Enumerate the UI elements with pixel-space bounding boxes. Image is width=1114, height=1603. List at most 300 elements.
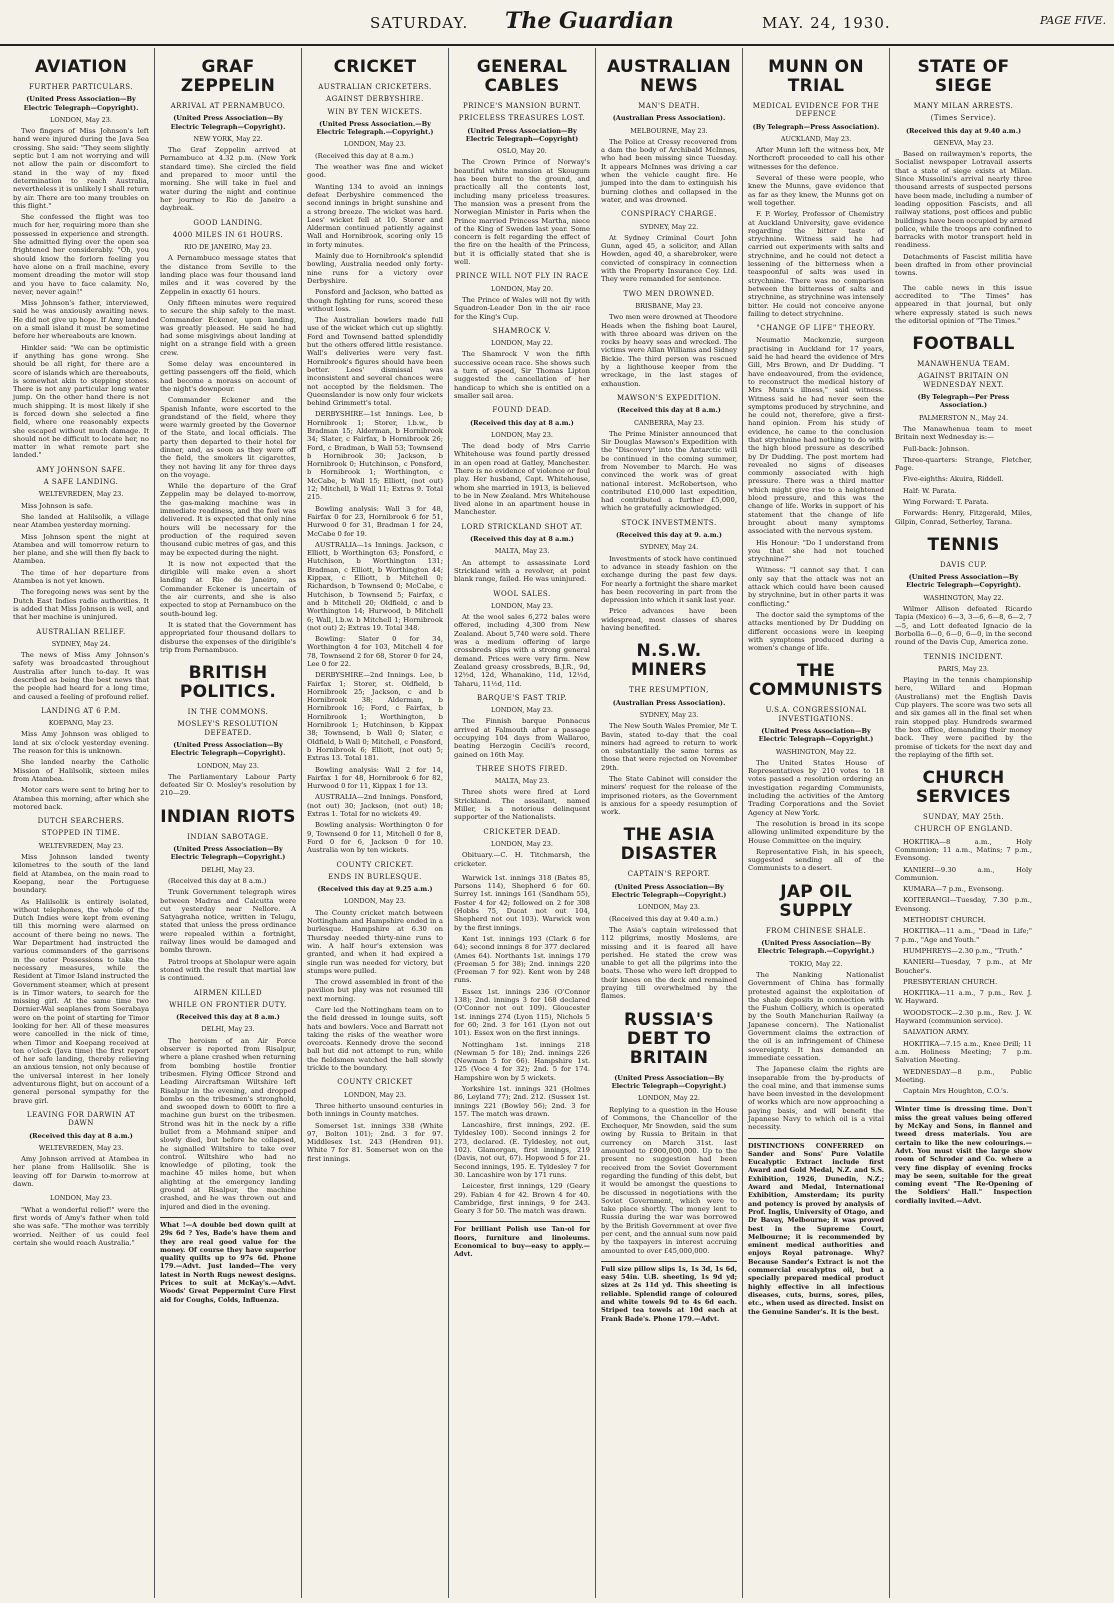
column-5: [596, 48, 743, 1598]
article: [895, 58, 1032, 278]
article-subheading: ENDS IN BURLESQUE.: [328, 872, 422, 881]
article-dateline: BRISBANE, May 23.: [635, 301, 703, 310]
article-paragraph: Based on railwaymen's reports, the Socialist newspaper Lotravail asserts that a state of siege exists at Milan. Since Mussolini's arrival nearly three thousand arrests of suspected persons have been made, including a number of leading opposition Fascists, and all railway stations, post offices and public buildings have been occupied by armed police, while the troops are confined to barracks with motor transport held in readiness.: [895, 150, 1032, 250]
article-paragraph: Yorkshire 1st. innings 321 (Holmes 86, Leyland 77); 2nd. 212. (Sussex 1st. innings 221 (Bowley 56); 2nd. 3 for 157. The match was drawn.: [454, 1084, 590, 1118]
article-dateline: WELTEVREDEN, May 23.: [38, 490, 124, 499]
article-paragraph: Bowling analysis: Wall 3 for 48, Fairfax 0 for 23, Hornibrook 6 for 51, Hurwood 0 for 31, Bradman 1 for 24, McCabe 0 for 19.: [307, 504, 443, 538]
article-dateline: CANBERRA, May 23.: [633, 418, 705, 427]
article-subheading: PRICELESS TREASURES LOST.: [458, 114, 586, 123]
column-6: [743, 48, 890, 1598]
article-credit: (Australian Press Association).: [612, 114, 726, 123]
advertisement: What !—A double bed down quilt at 29s 6d ? Yes, Bade's have them and they are real good value for the money. Of course they have superior quality quilts up to 97s 6d. Phone 179.—Advt. Just landed—The very latest in North Rugs newest designs. Prices to suit at McKay's.—Advt. Woods' Great Peppermint Cure First aid for Coughs, Colds, Influenza.: [160, 1217, 296, 1304]
article-paragraph: At Sydney Criminal Court John Gunn, aged 45, a solicitor, and Allan Howden, aged 40, a sharebroker, were convicted of conspiracy in connection with the Property Insurance Coy. Ltd. They were remanded for sentence.: [601, 233, 737, 284]
article-paragraph: Lancashire, first innings, 292. (E. Tyldesley 100). Second innings 2 for 273, declared. (E. Tyldesley, not out, 102). Glamorgan, first innings, 219 (Davis, not out, 67). Hopwood 5 for 21. Second innings, 195. E. Tyldesley 7 for 30. Lancashire won by 171 runs.: [454, 1121, 590, 1179]
article-dateline: SYDNEY, May 23.: [639, 710, 699, 719]
article: [601, 826, 737, 1000]
article-paragraph: Representative Fish, in his speech, suggested sending all of the Communists to a desert.: [748, 847, 884, 873]
article-paragraph: Essex 1st. innings 236 (O'Connor 138); 2nd. innings 3 for 168 declared (O'Connor not out 109). Gloucester 1st. innings 274 (Lyon 115), Nichols 5 for 60; 2nd. 3 for 161 (Lyon not out 101). Essex won on the first innings.: [454, 987, 590, 1038]
article-subheading: SUNDAY, MAY 25th.: [922, 813, 1005, 822]
article-paragraph: Playing in the tennis championship here, Willard and Hopman (Australians) met the English Davis Cup players. The score was two sets all and six games all in the final set when rain stopped play. Hundreds swarmed the box office, demanding their money back. They were pacified by the promise of tickets for the next day and the replaying of the fifth set.: [895, 676, 1032, 759]
article: [160, 58, 296, 213]
article-headline: N.S.W. MINERS: [630, 641, 708, 681]
article-paragraph: Bowling analysis: Wall 2 for 14, Fairfax 1 for 48, Hornibrook 6 for 82, Hurwood 0 for 11, Kippax 1 for 13.: [307, 765, 443, 791]
article-paragraph: HOKITIKA—7.15 a.m., Knee Drill; 11 a.m. Holiness Meeting; 7 p.m. Salvation Meeting.: [895, 1039, 1032, 1065]
article-paragraph: Detachments of Fascist militia have been drafted in from other provincial towns.: [895, 252, 1032, 278]
article-dateline: PALMERSTON N., May 24.: [918, 413, 1009, 422]
article-paragraph: The foregoing news was sent by the Dutch East Indies radio authorities. It is added that Miss Johnson is well, and that her machine is uninjured.: [13, 588, 149, 622]
column-3: [302, 48, 449, 1598]
newspaper-columns: [8, 48, 1108, 1598]
column-2: [155, 48, 302, 1598]
article-paragraph: Miss Johnson's father, interviewed, said he was anxiously awaiting news. He did not give up hope. If Amy landed on a small island it must be sometime before her whereabouts are known.: [13, 299, 149, 341]
article-subheading: TENNIS INCIDENT.: [923, 652, 1004, 661]
article-headline: BRITISH POLITICS.: [179, 663, 277, 703]
article-paragraph: The dead body of Mrs Carrie Whitehouse was found partly dressed in an open road at Gatley, Manchester. There is no evidence of violence or foul play. Her husband, Capt. Whitehouse, whom she married in 1913, is believed to be in New Zealand. Mrs Whitehouse lived alone in an apartment house in Manchester.: [454, 442, 590, 517]
article: [454, 406, 590, 517]
article-dateline: DELHI, May 23.: [201, 1025, 255, 1034]
article-paragraph: HOKITIKA—11 a.m., "Dead in Life;" 7 p.m., "Age and Youth.": [895, 927, 1032, 944]
article-dateline: MALTA, May 23.: [494, 777, 550, 786]
article-credit: (United Press Association—By Electric Telegraph—Copyright).: [23, 95, 139, 112]
article-paragraph: Warwick 1st. innings 318 (Bates 85, Parsons 114), Shepherd 6 for 60. Surrey 1st. innings 161 (Sandham 55), Foster 4 for 42; followed on 2 for 308 (Hobbs 75, Ducat not out 104, Shepherd not out 103). Warwick won by the first innings.: [454, 873, 590, 932]
article-paragraph: The United States House of Representatives by 210 votes to 18 votes passed a resolution ordering an investigation regarding Communists, including the activities of the Amtorg Trading Corporations and the Soviet Agency at New York.: [748, 758, 884, 817]
article-credit: (Received this day at 8 a.m.): [176, 1013, 280, 1022]
article-paragraph: Two men were drowned at Theodore Heads when the fishing boat Laurel, with three aboard was driven on the rocks by heavy seas and wrecked. The victims were Allan Williams and Sidney Bickie. The third person was rescued by a lighthouse keeper from the wreckage, in the last stages of exhaustion.: [601, 313, 738, 388]
article-paragraph: The Nanking Nationalist Government of China has formally protested against the exploitation of the shale deposits in connection with the Fushun Colliery, which is operated by the South Manchurian Railway (a Japanese concern). The Nationalist Government claims the extraction of the oil is an infringement of Chinese sovereignty. It has demanded an immediate cessation.: [748, 970, 884, 1062]
article-subheading: FOUND DEAD.: [492, 406, 552, 415]
article-dateline: LONDON, May 23.: [344, 897, 406, 906]
article-dateline: MALTA, May 23.: [494, 547, 550, 556]
article-paragraph: Wing Forward: T. Parata.: [903, 497, 989, 506]
article-paragraph: Kent 1st. innings 193 (Clark 6 for 64); second innings 8 for 377 declared (Ames 64). Northants 1st. innings 179 (Freeman 5 for 38); 2nd. innings 220 (Freeman 7 for 92). Kent won by 248 runs.: [454, 934, 590, 985]
article-paragraph: The Parliamentary Labour Party defeated Sir O. Mosley's resolution by 210—29.: [160, 772, 296, 798]
article-paragraph: Three shots were fired at Lord Strickland. The assailant, named Miller, is a notorious delinquent supporter of the Nationalists.: [454, 788, 590, 822]
article: [13, 1194, 149, 1247]
article-headline: AVIATION: [34, 57, 128, 77]
article-subheading: AMY JOHNSON SAFE.: [36, 465, 126, 474]
article-paragraph: F. P. Worley, Professor of Chemistry at Auckland University, gave evidence regarding the bitter taste of strychnine. Witness said he had carried out experiments with salts and strychnine, and he could not detect a lessening of the bitterness when a teaspoonful of salts was used in strychnine. There was no comparison between the bitterness of salts and strychnine, as strychnine was intensely bitter. He could not conceive anyone failing to detect strychnine.: [748, 210, 884, 318]
article-paragraph: It is now not expected that the dirigible will make even a short landing at Rio de Janeiro, as Commander Eckener is uncertain of the air currents, and she is also expected to stop at Pernambuco on the south-bound leg.: [160, 559, 296, 618]
article-dateline: MELBOURNE, May 23.: [630, 126, 708, 135]
article-credit: (United Press Association—By Electric Telegraph—Copyright).: [170, 114, 286, 131]
article: [13, 817, 149, 1105]
article-paragraph: AUSTRALIA—1s Innings. Jackson, c Elliott, b Worthington 63; Ponsford, c Hutchison, b Worthington 131; Bradman, c Elliott, b Worthington 44; Kippax, c Elliott, b Mitchell 0; Richardson, b Townsend 0; McCabe, c Hutchison, b Townsend 5; Fairfax, c and b Mitchell 20; Oldfield, c and b Worthington 14; Hurwood, b Mitchell 6; Wall, l.b.w. b Mitchell 1; Hornibrook (not out) 2; Extras 19. Total 348.: [307, 540, 443, 632]
article-subheading: "CHANGE OF LIFE" THEORY.: [756, 324, 876, 333]
article-subheading: STOCK INVESTMENTS.: [621, 518, 717, 527]
article-subheading: GOOD LANDING.: [193, 218, 263, 227]
article: [748, 324, 884, 652]
article-subheading: WOOL SALES.: [493, 589, 551, 598]
article: [13, 707, 149, 811]
article-paragraph: The time of her departure from Atambea is not yet known.: [13, 568, 149, 586]
article-credit: (United Press Association—By Electric Telegraph—Copyright.): [758, 727, 874, 744]
article-paragraph: Five-eighths: Akuira, Riddell.: [903, 475, 1004, 484]
article-paragraph: WOODSTOCK—2.30 p.m., Rev. J. W. Hayward (communion service).: [895, 1008, 1032, 1026]
article-paragraph: Somerset 1st. innings 338 (White 97, Bolton 101); 2nd. 3 for 97. Middlesex 1st. 243 (Hendren 91). White 7 for 81. Somerset won on the first innings.: [307, 1121, 443, 1163]
article-paragraph: Leicester, first innings, 129 (Geary 29). Fabian 4 for 42. Brown 4 for 40. Cambridge, first innings, 9 for 243. Geary 3 for 50. The match was drawn.: [454, 1182, 590, 1216]
article-paragraph: Half: W. Parata.: [903, 486, 957, 495]
advertisement: For brilliant Polish use Tan-ol for floors, furniture and linoleums. Economical to buy—easy to apply.—Advt.: [454, 1221, 590, 1258]
article-paragraph: The doctor said the symptoms of the attacks mentioned by Dr Dudding on different occasions were in keeping with symptoms produced during a women's change of life.: [748, 610, 884, 653]
article-credit: (Received this day at 9.40 a.m.): [905, 126, 1022, 135]
article-paragraph: Wilmer Allison defeated Ricardo Tapia (Mexico) 6—3, 3—6, 6—8, 6—2, 7—5, and Lott defeated Ignacio de la Borbolla 6—0, 6—0, 6—0, in the second round of the Davis Cup, America zone.: [895, 605, 1032, 647]
article-credit: (By Telegraph—Press Association).: [752, 122, 880, 131]
article-dateline: DELHI, May 23.: [201, 865, 255, 874]
article-credit: (United Press Association—By Electric Telegraph—Copyright).: [170, 741, 286, 758]
article: [895, 536, 1032, 647]
article-paragraph: It is stated that the Government has appropriated four thousand dollars to disburse the expenses of the dirigible's trip from Pernambuco.: [160, 620, 296, 654]
advertisement: Full size pillow slips 1s, 1s 3d, 1s 6d, easy 54in. U.B. sheeting, 1s 9d yd; sizes at 2s 11d yd. This sheeting is reliable. Splendid range of coloured and white towels 9d to 4s 6d each. Striped tea towels at 10d each at Frank Bade's. Phone 179.—Advt.: [601, 1261, 737, 1323]
article-credit: (United Press Association—By Electric Telegraph—Copyright.): [170, 845, 286, 862]
article-headline: THE ASIA DISASTER: [620, 825, 718, 865]
article-subheading: MAWSON'S EXPEDITION.: [616, 393, 722, 402]
article-subheading: LEAVING FOR DARWIN AT DAWN: [26, 1110, 136, 1128]
article-dateline: LONDON, May 20.: [491, 284, 553, 293]
article-paragraph: She confessed the flight was too much for her, requiring more than she possessed in experience and strength. She admitted flying over the open sea frightened her considerably. "Oh, you should know the forlorn feeling you have alone on a frail machine, every moment dreading the motor will stop and you have to face calamity. No, never, never again!": [13, 213, 149, 296]
article-dateline: WELTEVREDEN, May 23.: [38, 841, 124, 850]
column-7: [890, 48, 1037, 1598]
article-credit: (United Press Association—By Electric Telegraph—Copyright): [465, 126, 579, 143]
article-dateline: LONDON, May 23.: [197, 761, 259, 770]
article: [601, 1011, 737, 1255]
article-dateline: WASHINGTON, May 22.: [923, 593, 1004, 602]
article-paragraph: KANIERI—9.30 a.m., Holy Communion.: [895, 865, 1032, 882]
article-credit: (By Telegraph—Per Press Association.): [917, 393, 1010, 410]
article-headline: THE COMMUNISTS: [748, 661, 884, 701]
article-headline: GENERAL CABLES: [476, 57, 568, 96]
article-credit: (United Press Association—By Electric Telegraph—Copyright.): [611, 1073, 727, 1090]
article-subheading: (Times Service).: [930, 114, 997, 123]
article-paragraph: The weather was fine and wicket good.: [307, 163, 443, 180]
article-dateline: LONDON, May 23.: [491, 430, 553, 439]
article-headline: INDIAN RIOTS: [160, 806, 296, 827]
article-subheading: AGAINST BRITAIN ON WEDNESDAY NEXT.: [918, 372, 1009, 389]
article-paragraph: The Prince of Wales will not fly with Squadron-Leader Don in the air race for the King's Cup.: [454, 295, 590, 321]
article-paragraph: The Asia's captain wirelessed that 112 pilgrims, mostly Moslems, are missing and it is feared all have perished. He stated the crew was unable to get all the pilgrims into the boats. Those who were left dropped to their knees on the deck and remained praying till overwhelmed by the flames.: [601, 925, 737, 1001]
article-dateline: LONDON, May 23.: [638, 903, 700, 912]
article-dateline: LONDON, May 23.: [50, 1194, 112, 1203]
article-subheading: THE RESUMPTION,: [629, 686, 709, 695]
article-headline: TENNIS: [927, 534, 1000, 555]
article-paragraph: SALVATION ARMY.: [903, 1028, 969, 1037]
article-paragraph: An attempt to assassinate Lord Strickland with a revolver, at point blank range, failed. He was uninjured.: [454, 558, 590, 584]
article-paragraph: The State Cabinet will consider the miners' request for the release of the imprisoned rioters, as the Government is anxious for a speedy resumption of work.: [601, 775, 737, 817]
column-4: [449, 48, 596, 1598]
article-subheading: DAVIS CUP.: [940, 560, 987, 569]
article-dateline: WASHINGTON, May 22.: [775, 747, 857, 756]
article-paragraph: The heroism of an Air Force observer is reported from Risalpur, where a plane crashed when returning from bombing hostile frontier tribesmen. Flying Officer Strond and Leading Aircraftsman Wiltshire left Risalpur in the evening, and dropped bombs on the tribesmen's stronghold, and swooped down to 600ft to fire a machine gun burst on the tribesmen. Strond was hit in the neck by a rifle bullet from a Mohmand sniper and slowly died, but before he collapsed, he signalled Wiltshire to take over control. Wiltshire who had no knowledge of piloting, took the machine 45 miles home, but when alighting at the emergency landing ground at Risalpur, the machine crashed, and he was thrown out and injured and died in the evening.: [160, 1036, 296, 1211]
article-paragraph: Trunk Government telegraph wires between Madras and Calcutta were cut yesterday near Nellore. A Satyagraha notice, written in Telugu, stated that unless the press ordinance were repealed within a fortnight, railway lines would be damaged and bombs thrown.: [160, 888, 296, 955]
article-paragraph: His Honour: "Do I understand from you that she had not touched strychnine?": [748, 538, 884, 564]
article-subheading: CRICKETER DEAD.: [483, 827, 561, 836]
article-paragraph: Bowling analysis: Worthington 0 for 9, Townsend 0 for 11, Mitchell 0 for 8, Ford 0 for 6, Jackson 0 for 10. Australia won by ten wickets.: [307, 821, 443, 855]
article-headline: STATE OF SIEGE: [917, 57, 1010, 96]
article: [454, 523, 590, 584]
article-subheading: PRINCE WILL NOT FLY IN RACE: [455, 272, 589, 281]
masthead-paper-title: The Guardian: [505, 8, 674, 34]
article-paragraph: AUSTRALIA—2nd Innings. Ponsford, (not out) 30; Jackson, (not out) 18; Extras 1. Total for no wickets 49.: [307, 793, 443, 819]
article-subheading: MANY MILAN ARRESTS.: [913, 102, 1014, 110]
article-subheading: DUTCH SEARCHERS.: [37, 817, 125, 826]
article: [307, 861, 443, 1073]
article: [601, 519, 737, 633]
article: [895, 653, 1032, 760]
article-subheading: TWO MEN DROWNED.: [623, 289, 715, 298]
article-dateline: SYDNEY, May 24.: [51, 639, 111, 648]
article-paragraph: Witness: "I cannot say that. I can only say that the attack was not an attack which could have been caused by strychnine, but in other parts it was conflicting.": [748, 566, 884, 608]
article-paragraph: Mainly due to Hornibrook's splendid bowling, Australia needed only forty-nine runs for a victory over Derbyshire.: [307, 252, 443, 285]
article-dateline: LONDON, May 23.: [344, 140, 406, 149]
article-subheading: WHILE ON FRONTIER DUTY.: [169, 1000, 287, 1009]
article-subheading: ARRIVAL AT PERNAMBUCO.: [170, 102, 286, 110]
article-subheading: LANDING AT 6 P.M.: [41, 706, 121, 715]
article-dateline: LONDON, May 22.: [638, 1094, 700, 1103]
article-paragraph: The Finnish barque Ponnacus arrived at Falmouth after a passage occupying 104 days from Wallaroo, beating Herzogin Cecili's record, gained on 16th May.: [454, 717, 590, 759]
article-headline: JAP OIL SUPPLY: [779, 881, 853, 921]
article-paragraph: The Prime Minister announced that Sir Douglas Mawson's Expedition with the "Discovery" into the Antarctic will be continued in the coming summer, from November to March. He was convinced the work was of great national interest. McRobertson, who contributed £10,000 last expedition, had contributed a further £5,000, which he gratefully acknowledged.: [601, 429, 737, 513]
article-paragraph: WEDNESDAY—8 p.m., Public Meeting.: [895, 1067, 1032, 1084]
article-paragraph: A Pernambuco message states that the distance from Seville to the landing place was four thousand land miles and it was covered by the Zeppelin in exactly 61 hours.: [160, 254, 296, 296]
article-paragraph: Two fingers of Miss Johnson's left hand were injured during the Java Sea crossing. She said: "They seem slightly septic but I am not worrying and will not allow the pain or discomfort to stand in the way of my fixed determination to reach Australia, nevertheless it is unlikely I shall return by air. There are too many troubles on this flight.": [13, 127, 149, 210]
article-subheading: MEDICAL EVIDENCE FOR THE DEFENCE: [752, 102, 880, 119]
article-dateline: LONDON, May 23.: [344, 1090, 406, 1099]
article-paragraph: While the departure of the Graf Zeppelin may be delayed to-morrow, the gas-making machine was in immediate readiness, and the fuel was delivered. It is expected that only nine hours will be necessary for the production of the required seven thousand cubic metres of gas, and this may be expected during the night.: [160, 482, 296, 557]
article-paragraph: Price advances have been widespread, most classes of shares having benefited.: [601, 607, 737, 633]
article-paragraph: DERBYSHIRE—1st Innings. Lee, b Hornibrook 1; Storer, l.b.w., b Bradman 15; Alderman, b Hornibrook 34; Slater, c Fairfax, b Hornibrook 26; Ford, c Bradman, b Wall 53; Townsend b Hornibrook 30; Jackson, b Hornibrook 0; Hutchinson, c Ponsford, b Hornibrook 1; Worthington, c McCabe, b Wall 15; Elliott, (not out) 12; Mitchell, b Wall 11; Extras 9. Total 215.: [307, 410, 443, 502]
article-paragraph: Three-quarters: Strange, Fletcher, Page.: [895, 455, 1032, 473]
article-dateline: TOKIO, May 22.: [789, 959, 843, 968]
article-paragraph: Investments of stock have continued to advance in steady fashion on the exchange during the past few days. For nearly a fortnight the share market has been recovering in part from the depression into which it sank last year.: [601, 554, 737, 605]
article-subheading: LORD STRICKLAND SHOT AT.: [461, 522, 583, 531]
article: [160, 989, 296, 1211]
article-paragraph: Miss Johnson landed twenty kilometres to the south of the land field at Atambea, on the main road to Koepang, near the Portuguese boundary.: [13, 853, 149, 895]
article-paragraph: Carr led the Nottingham team on to the field dressed in lounge suits, soft hats and bowlers. Voce and Barratt not taking the risks of the weather wore overcoats. Kennedy drove the second ball but did not attempt to run, while the fieldsmen watched the ball slowly trickle to the boundary.: [307, 1005, 443, 1073]
article-subheading: AUSTRALIAN RELIEF.: [36, 627, 126, 636]
article-paragraph: The Shamrock V won the fifth successive ocean race. She shows such a turn of speed, Sir Thomas Lipton suggested the cancellation of her handicap to which she is entitled on a smaller sail area.: [454, 350, 590, 400]
article-subheading: U.S.A. CONGRESSIONAL INVESTIGATIONS.: [765, 706, 867, 723]
article-subheading: MANAWHENUA TEAM.: [917, 360, 1010, 369]
article-subheading: SHAMROCK V.: [492, 326, 552, 335]
article: [601, 642, 737, 816]
article-subheading: AGAINST DERBYSHIRE.: [326, 95, 424, 104]
article-paragraph: At the wool sales 6,272 bales were offered, including 4,300 from New Zealand. About 5,740 were sold. There was a medium offering of large crossbreds slips with a strong general demand. Prices were very firm. New Zealand greasy crossbreds, B.J.R., 9d, 12½d, 12d, Whanakino, 11d, 12½d, Taharu, 11½d, 11d.: [454, 613, 590, 688]
article-credit: (Received this day at 9.25 a.m.): [317, 885, 433, 894]
article-paragraph: DERBYSHIRE—2nd Innings. Lee, b Fairfax 1; Storer, st. Oldfield, b Hornibrook 25; Jackson, c and b Hornibrook 38; Alderman, b Hornibrook 16; Ford, c Fairfax, b Hornibrook 1; Worthington, b Hornibrook 1; Hutchinson, b Kippax 38; Townsend, b Wall 0; Slater, c Oldfield, b Wall 0; Mitchell, c Ponsford, b Hornibrook 6; Elliott, (not out) 5; Extras 13. Total 181.: [307, 671, 443, 763]
article-subheading: MOSLEY'S RESOLUTION DEFEATED.: [177, 720, 279, 737]
article: [601, 290, 737, 388]
article-dateline: PARIS, May 23.: [938, 664, 989, 673]
article-dateline: SYDNEY, May 22.: [639, 222, 699, 231]
article-paragraph: The County cricket match between Nottingham and Hampshire ended in a burlesque. Hampshire at 6.30 on Thursday needed thirty-nine runs to win. A half hour's extension was granted, and when it had expired a single run was needed for victory, but stumps were pulled.: [307, 908, 443, 975]
article-paragraph: KOITERANGI—Tuesday, 7.30 p.m., Evensong.: [895, 896, 1032, 913]
article-paragraph: (Received this day at 9.40 a.m.): [609, 914, 719, 923]
article-subheading: A SAFE LANDING.: [43, 478, 119, 487]
article-paragraph: The crowd assembled in front of the pavilion but play was not resumed till next morning.: [307, 978, 443, 1003]
article-dateline: WELTEVREDEN, May 23.: [38, 1143, 124, 1152]
article-paragraph: Replying to a question in the House of Commons, the Chancellor of the Exchequer, Mr Snowden, said the sum owing by Russia to Britain in that currency on March 31st. last amounted to £900,000,000. Up to the present no suggestion had been received from the Soviet Government regarding the funding of this debt, but it would be amongst the questions to be discussed in negotiations with the Soviet Government, which were to take place shortly. The money lent to Russia during the war was borrowed by the British Government at over five per cent, and the annual sum now paid by the taxpayers in interest accruing amounted to over £45,000,000.: [601, 1105, 737, 1255]
article-credit: (Received this day at 8 a.m.): [617, 406, 721, 415]
article: [601, 58, 737, 204]
article-paragraph: (Received this day at 8 a.m.): [168, 876, 267, 885]
article-paragraph: (Received this day at 8 a.m.): [315, 151, 414, 160]
article-paragraph: The cable news in this issue accredited to "The Times" has appeared in that journal, but only where expressly stated is such news the editorial opinion of "The Times.": [895, 283, 1032, 325]
column-1: [8, 48, 155, 1598]
article-dateline: LONDON, May 23.: [50, 115, 112, 124]
article-paragraph: The Police at Cressy recovered from a dam the body of Archibald McInnes, who had been missing since Tuesday. It appears McInnes was driving a car when the vehicle caught fire. He jumped into the dam to extinguish his burning clothes and collapsed in the water, and was drowned.: [601, 137, 737, 204]
article: [601, 210, 737, 283]
article-paragraph: Neumatio Mackenzie, surgeon practising in Auckland for 17 years, said he had heard the evidence of Mrs Gill, Mrs Brown, and Dr Dudding. "I have endeavoured, from the evidence, to reconstruct the medical history of Mrs Munn's illness," said witness. Witness said he had never seen the symptoms produced by strychnine, and he could not, therefore, give a first-hand opinion. From his study of evidence, he came to the conclusion that strychnine had nothing to do with the high blood pressure as described by Dr Dudding. The post mortem had revealed no signs of diseases commonly associated with high pressure. There was a third matter which might give rise to a heightened blood pressure, and this was the change of life. Works in support of his statement that the change of life brought about many symptoms associated with the nervous system.: [748, 336, 884, 536]
article-dateline: SYDNEY, May 24.: [639, 543, 699, 552]
article: [454, 828, 590, 868]
article-dateline: NEW YORK, May 22.: [193, 134, 263, 143]
article-paragraph: The news of Miss Amy Johnson's safety was broadcasted throughout Australia after lunch to-day. It was described as being the best news that the people had heard for a long time, and caused a feeling of profound relief.: [13, 651, 149, 701]
article-paragraph: Forwards: Henry, Fitzgerald, Miles, Gilpin, Conrad, Setherley, Tarana.: [895, 509, 1032, 526]
article-credit: (Received this day at 8 a.m.): [29, 1131, 133, 1140]
article: [748, 662, 884, 872]
article: [13, 628, 149, 701]
article-paragraph: Commander Eckener and the Spanish Infante, were escorted to the grandstand of the field, where they were warmly greeted by the Governor of the State, and local officials. The party then departed to their hotel for dinner, and, as soon as they were off the field, the smokers lit cigarettes, they not having lit any for three days on the voyage.: [160, 396, 296, 479]
article-dateline: OSLO, May 20.: [497, 147, 547, 156]
article-credit: (United Press Association—By Electric Telegraph.—Copyright.): [757, 939, 875, 956]
article-paragraph: Hinkler said: "We can be optimistic if anything has gone wrong. She should be all right, for there are a score of islands which are thereabouts, is somewhat akin to stepping stones. There is not any particular long water jump. On the other hand there is not much shipping. It is most likely if she is forced down she selected a fine field, where one reasonably expects she escaped without much damage. It should not be difficult to locate her, no matter in what remote part she landed.": [13, 343, 149, 460]
article-paragraph: Motor cars were sent to bring her to Atambea this morning, after which she motored back.: [13, 786, 149, 811]
article-paragraph: Ponsford and Jackson, who batted as though fighting for runs, scored these without loss.: [307, 288, 443, 313]
article-paragraph: Several of these were people, who knew the Munns, gave evidence that as far as they knew, the Munns got on well together.: [748, 174, 884, 207]
article-paragraph: Patrol troops at Sholapur were again stoned with the result that martial law is continued.: [160, 957, 296, 983]
article-paragraph: PRESBYTERIAN CHURCH.: [903, 977, 998, 986]
article-paragraph: The Graf Zeppelin arrived at Pernambuco at 4.32 p.m. (New York standard time). She circled the field and prepared to moor until the morning. She will take in fuel and water during the night and continue her journey to Rio de Janeiro a daybreak.: [160, 146, 296, 213]
article-subheading: STOPPED IN TIME.: [41, 829, 121, 838]
article-subheading: INDIAN SABOTAGE.: [187, 832, 269, 841]
article-paragraph: Wanting 134 to avoid an innings defeat Derbyshire commenced the second innings in bright sunshine and a strong breeze. The wicket was hard. Lees' wicket fell at 10. Storer and Alderman continued patiently against Wall and Hornibrook, scoring only 15 in forty minutes.: [307, 182, 443, 249]
article-subheading: AIRMEN KILLED: [193, 988, 263, 997]
article-paragraph: The resolution is broad in its scope allowing unlimited expenditure by the House Committee on the inquiry.: [748, 819, 884, 845]
masthead-page-number: PAGE FIVE.: [1040, 14, 1107, 27]
article: [454, 590, 590, 688]
article-credit: (United Press Association.—By Electric Telegraph.—Copyright.): [316, 119, 434, 137]
article: [13, 58, 149, 460]
masthead: [0, 0, 1114, 46]
article: [160, 808, 296, 983]
article-credit: (Received this day at 9. a.m.): [615, 531, 723, 540]
article-dateline: LONDON, May 23.: [491, 601, 553, 610]
masthead-date: MAY. 24, 1930.: [762, 14, 891, 32]
article-dateline: GENEVA, May 23.: [933, 138, 994, 147]
article-subheading: FURTHER PARTICULARS.: [29, 83, 133, 91]
article-paragraph: Miss Amy Johnson was obliged to land at six o'clock yesterday evening. The reason for this is unknown.: [13, 730, 149, 756]
article: [601, 394, 737, 513]
article-subheading: WIN BY TEN WICKETS.: [327, 107, 423, 116]
article-paragraph: Miss Johnson is safe.: [21, 501, 94, 510]
article: [454, 58, 590, 266]
article-headline: AUSTRALIAN NEWS: [606, 57, 732, 96]
article-paragraph: METHODIST CHURCH.: [903, 916, 986, 925]
article-dateline: LONDON, May 22.: [491, 339, 553, 348]
article-subheading: MAN'S DEATH.: [638, 102, 700, 110]
article-subheading: CONSPIRACY CHARGE.: [621, 210, 717, 219]
article-headline: MUNN ON TRIAL: [768, 57, 864, 96]
masthead-day: SATURDAY.: [370, 14, 469, 32]
article: [13, 466, 149, 622]
article-subheading: THREE SHOTS FIRED.: [476, 764, 568, 773]
article-paragraph: Captain Mrs Houghton, C.O.'s.: [903, 1087, 1009, 1096]
article-subheading: COUNTY CRICKET.: [336, 860, 414, 869]
article-headline: GRAF ZEPPELIN: [180, 57, 276, 96]
article: [160, 219, 296, 655]
article-paragraph: KUMARA—7 p.m., Evensong.: [903, 885, 1004, 894]
article: [748, 58, 884, 318]
article: [454, 327, 590, 400]
article-paragraph: HUMPHREYS—2.30 p.m., "Truth.": [903, 946, 1023, 955]
article-paragraph: Amy Johnson arrived at Atambea in her plane from Halilsolik. She is leaving off for Darwin to-morrow at dawn.: [13, 1155, 149, 1189]
article-dateline: LONDON, May 23.: [491, 706, 553, 715]
article-headline: CRICKET: [333, 57, 417, 77]
article-dateline: RIO DE JANEIRO, May 23.: [184, 243, 272, 252]
article-paragraph: As Halilsolik is entirely isolated, without telephones, the whole of the Dutch Indies were kept from evening till this morning were alarmed on account of there being no news. The War Department had instructed the various commanders of the garrisons in the outer Possessions to take the necessary measures, while the Resident at Timor Island instructed the Government steamer, which at present is in Timor waters, to search for the missing girl. At the same time two Dornier-Wal seaplanes from Soerabaya were on the point of starting for Timor looking for her. All of these measures were cancelled in the nick of time, when Timor and Koepang received at ten o'clock (Java time) the first report of her safe landing, thereby relieving an anxious tension, not only because of the universal interest in her lonely adventurous flight, but on account of a general personal sympathy for the brave girl.: [13, 897, 149, 1105]
article-subheading: AUSTRALIAN CRICKETERS.: [318, 83, 432, 91]
article-credit: (United Press Association—By Electric Telegraph—Copyright.): [611, 882, 727, 900]
article: [13, 1111, 149, 1188]
article-paragraph: She landed at Halilsolik, a village near Atambea yesterday morning.: [13, 512, 149, 530]
article-subheading: CHURCH OF ENGLAND.: [914, 825, 1013, 834]
article-paragraph: KANIERI—Tuesday, 7 p.m., at Mr Boucher's.: [895, 958, 1032, 975]
article-paragraph: Bowling: Slater 0 for 34, Worthington 4 for 103, Mitchell 4 for 78, Townsend 2 for 68, Storer 0 for 24, Lee 0 for 22.: [307, 635, 443, 668]
article-paragraph: HOKITIKA—11 a.m., 7 p.m., Rev. J. W. Hayward.: [895, 989, 1032, 1006]
article-credit: (United Press Association—By Electric Telegraph—Copyright).: [906, 573, 1021, 590]
article-paragraph: Miss Johnson spent the night at Atambea and will tomorrow return to her plane, and she will then fly back to Atambea.: [13, 532, 149, 566]
article-headline: FOOTBALL: [912, 334, 1015, 355]
article-paragraph: Full-back: Johnson.: [903, 444, 970, 453]
advertisement: Winter time is dressing time. Don't miss the great values being offered by McKay and Sons, in flannel and tweed dress materials. You are certain to like the new colourings.—Advt. You must visit the large show room of Schroder and Co. where a very fine display of evening frocks may be seen, suitable for the great coming event "The Re-Opening of the Soldiers' Hall." Inspection cordially invited.—Advt.: [895, 1101, 1032, 1205]
article-credit: (Received this day at 8 a.m.): [470, 418, 574, 427]
article: [307, 58, 443, 855]
article-paragraph: Some delay was encountered in getting passengers off the field, which had become a morass on account of the night's downpour.: [160, 360, 296, 393]
article-headline: CHURCH SERVICES: [915, 768, 1012, 808]
article-subheading: FROM CHINESE SHALE.: [765, 926, 867, 935]
article-paragraph: After Munn left the witness box, Mr Northcroft proceeded to call his other witnesses for the defence.: [748, 146, 884, 171]
article-paragraph: HOKITIKA—8 a.m., Holy Communion; 11 a.m., Matins; 7 p.m., Evensong.: [895, 837, 1032, 863]
advertisement: DISTINCTIONS CONFERRED on Sander and Sons' Pure Volatile Eucalyptic Extract include first Award and Gold Medal, N.Z. and S.S. Exhibition, 1926, Dunedin, N.Z.; Award and Medal, International Exhibition, Amsterdam; its purity and potency is proved by analysis of Prof. Inglis, University of Otago, and Dr Bavay, Melbourne; it was proved best in the Supreme Court, Melbourne; it is recommended by eminent medical authorities and enjoys Royal patronage. Why? Because Sander's Extract is not the commercial eucalyptus oil, but a specially prepared medical product highly effective in all infectious diseases, cuts, burns, sores, piles, etc., when used as directed. Insist on the Genuine Sander's. It is the best.: [748, 1138, 884, 1316]
article: [895, 769, 1032, 1095]
article-paragraph: "What a wonderful relief!" were the first words of Amy's father when told she was safe. "The mother was terribly worried. Neither of us could feel certain she would reach Australia.": [13, 1205, 149, 1247]
article-credit: (Australian Press Association).: [612, 698, 726, 707]
article-paragraph: Only fifteen minutes were required to secure the ship safely to the mast. Commander Eckener, upon landing, was greatly pleased. He said he had had some misgivings about landing at night on a strange field with a green crew.: [160, 298, 296, 357]
article-paragraph: The Manawhenua team to meet Britain next Wednesday is:—: [895, 424, 1032, 442]
article: [307, 1078, 443, 1163]
article-dateline: AUCKLAND, May 23.: [780, 134, 852, 143]
article: [160, 664, 296, 798]
article: [454, 874, 590, 1216]
article: [454, 272, 590, 320]
article-paragraph: Three hitherto unsound centuries in both innings in County matches.: [307, 1101, 443, 1119]
article-paragraph: The Australian bowlers made full use of the wicket which cut up slightly. Ford and Townsend batted splendidly but the others offered little resistance. Wall's deliveries were very fast. Hornibrook's figures should have been better. Lees' dismissal was inconsistent and several chances were not accepted by the fieldsmen. The Queenslander is now only four wickets behind Grimmett's total.: [307, 316, 443, 408]
article: [895, 335, 1032, 526]
article-paragraph: The Japanese claim the rights are inseparable from the by-products of the coal mine, and that immense sums have been invested in the development of works which are now approaching a paying basis, and will benefit the Japanese Navy to which oil is a vital necessity.: [748, 1065, 884, 1132]
article: [895, 284, 1032, 325]
article-paragraph: The New South Wales Premier, Mr T. Bavin, stated to-day that the coal miners had agreed to return to work on substantially the same terms as those that were rejected on November 29th.: [601, 722, 737, 772]
article: [454, 694, 590, 759]
article-subheading: 4000 MILES IN 61 HOURS.: [172, 230, 284, 239]
article-subheading: BARQUE'S FAST TRIP.: [477, 693, 567, 702]
article-subheading: CAPTAIN'S REPORT.: [627, 870, 711, 879]
article-paragraph: She landed nearby the Catholic Mission of Halilsolik, sixteen miles from Atambea.: [13, 758, 149, 783]
article-paragraph: Obituary.—C. H. Titchmarsh, the cricketer.: [454, 851, 590, 868]
article-subheading: PRINCE'S MANSION BURNT.: [462, 102, 582, 110]
article-subheading: IN THE COMMONS.: [187, 708, 269, 717]
article: [748, 883, 884, 1132]
article-dateline: LONDON, May 23.: [491, 839, 553, 848]
article-subheading: COUNTY CRICKET: [337, 1078, 413, 1087]
